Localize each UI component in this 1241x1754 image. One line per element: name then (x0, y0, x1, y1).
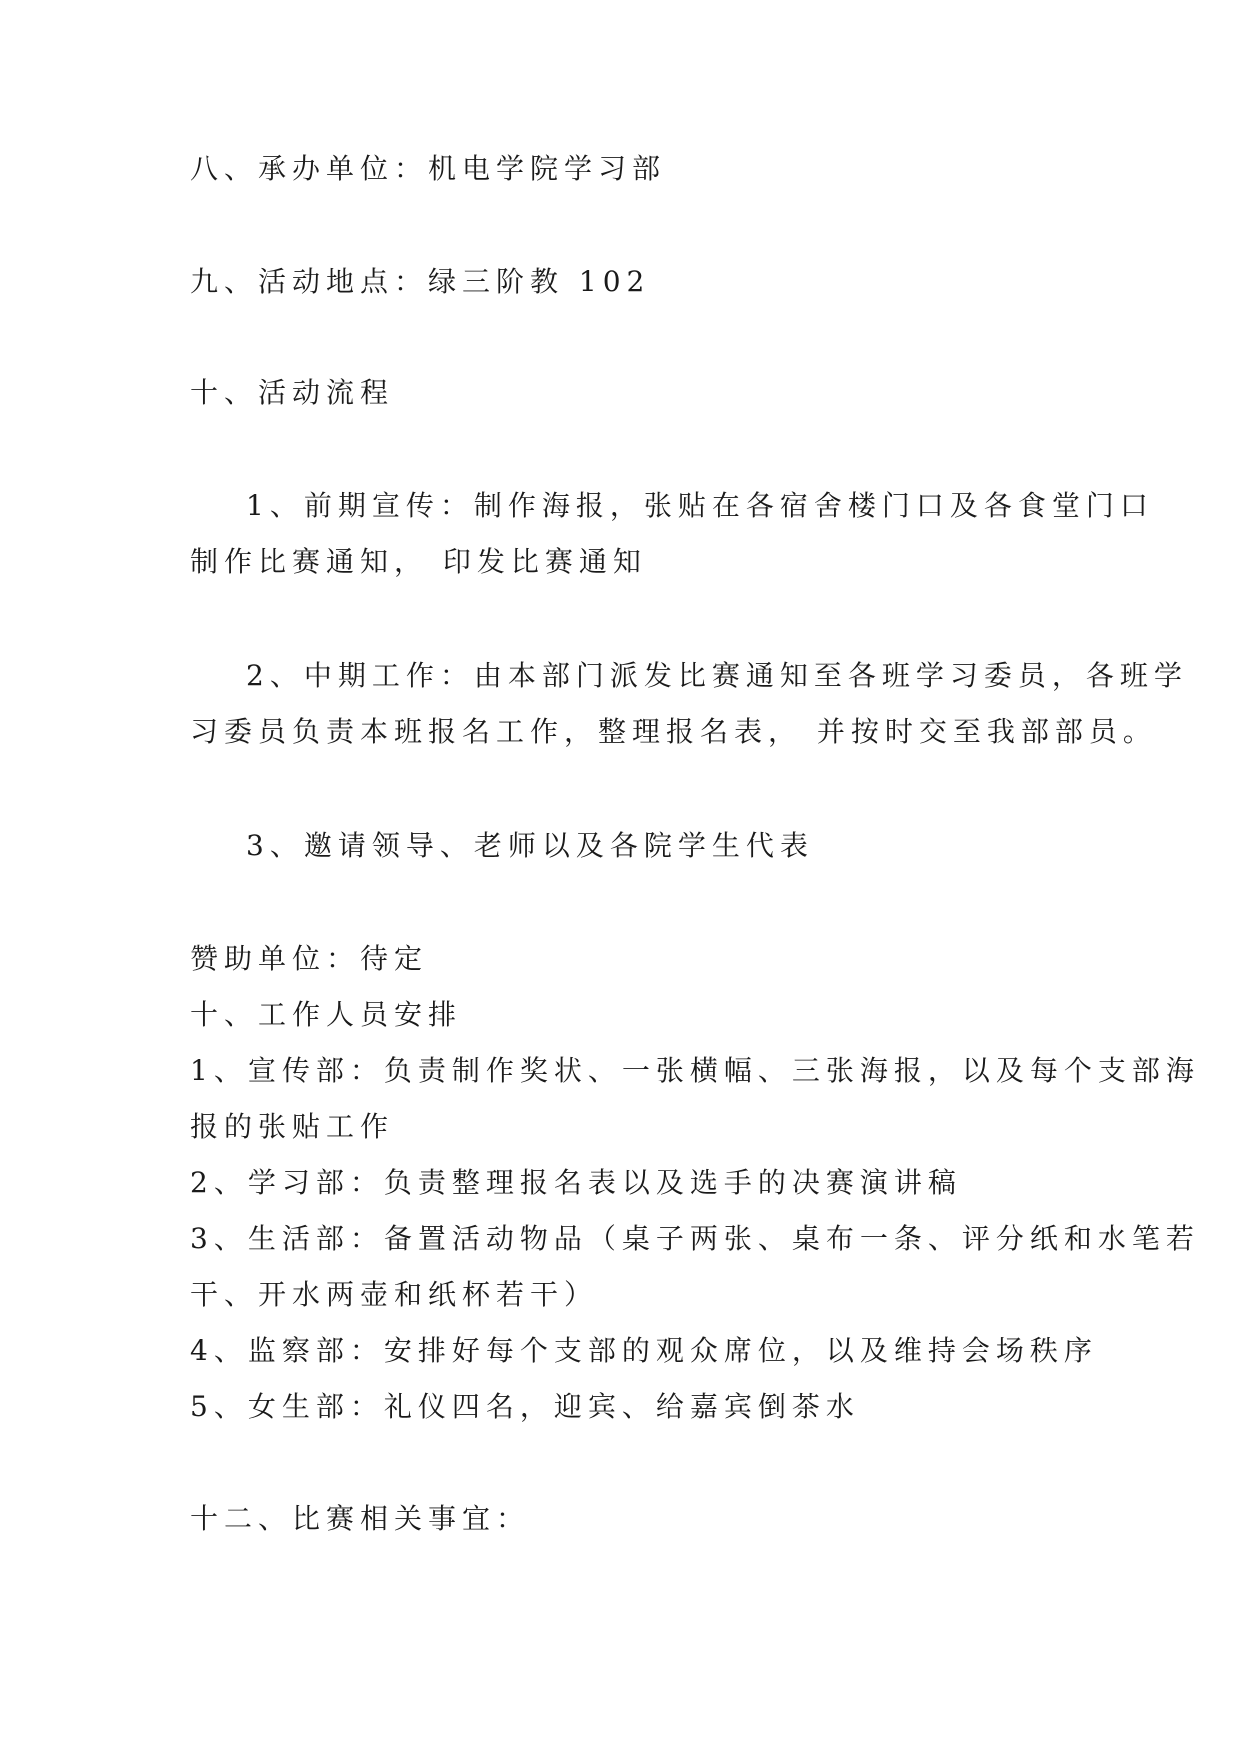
section-12-heading: 十二、比赛相关事宜： (190, 1502, 531, 1535)
staff-item-1-line-2: 报的张贴工作 (190, 1110, 395, 1143)
staff-item-3-line-2: 干、开水两壶和纸杯若干） (190, 1278, 599, 1311)
process-step-2-line-2: 习委员负责本班报名工作，整理报名表， 并按时交至我部部员。 (190, 715, 1157, 748)
section-10-process-heading: 十、活动流程 (190, 376, 395, 409)
section-8-organizer: 八、承办单位：机电学院学习部 (190, 152, 667, 185)
staff-item-3-line-1: 3、生活部：备置活动物品（桌子两张、桌布一条、评分纸和水笔若 (190, 1222, 1200, 1255)
process-step-3: 3、邀请领导、老师以及各院学生代表 (246, 829, 814, 862)
process-step-2-line-1: 2、中期工作：由本部门派发比赛通知至各班学习委员，各班学 (246, 659, 1188, 692)
process-step-1-line-2: 制作比赛通知， 印发比赛通知 (190, 545, 647, 578)
staff-item-2: 2、学习部：负责整理报名表以及选手的决赛演讲稿 (190, 1166, 962, 1199)
staff-item-4: 4、监察部：安排好每个支部的观众席位，以及维持会场秩序 (190, 1334, 1098, 1367)
staff-arrangement-heading: 十、工作人员安排 (190, 998, 463, 1031)
section-9-venue: 九、活动地点：绿三阶教 102 (190, 265, 651, 298)
staff-item-5: 5、女生部：礼仪四名，迎宾、给嘉宾倒茶水 (190, 1390, 860, 1423)
process-step-1-line-1: 1、前期宣传：制作海报，张贴在各宿舍楼门口及各食堂门口 (246, 489, 1154, 522)
staff-item-1-line-1: 1、宣传部：负责制作奖状、一张横幅、三张海报，以及每个支部海 (190, 1054, 1200, 1087)
sponsor-line: 赞助单位：待定 (190, 942, 429, 975)
